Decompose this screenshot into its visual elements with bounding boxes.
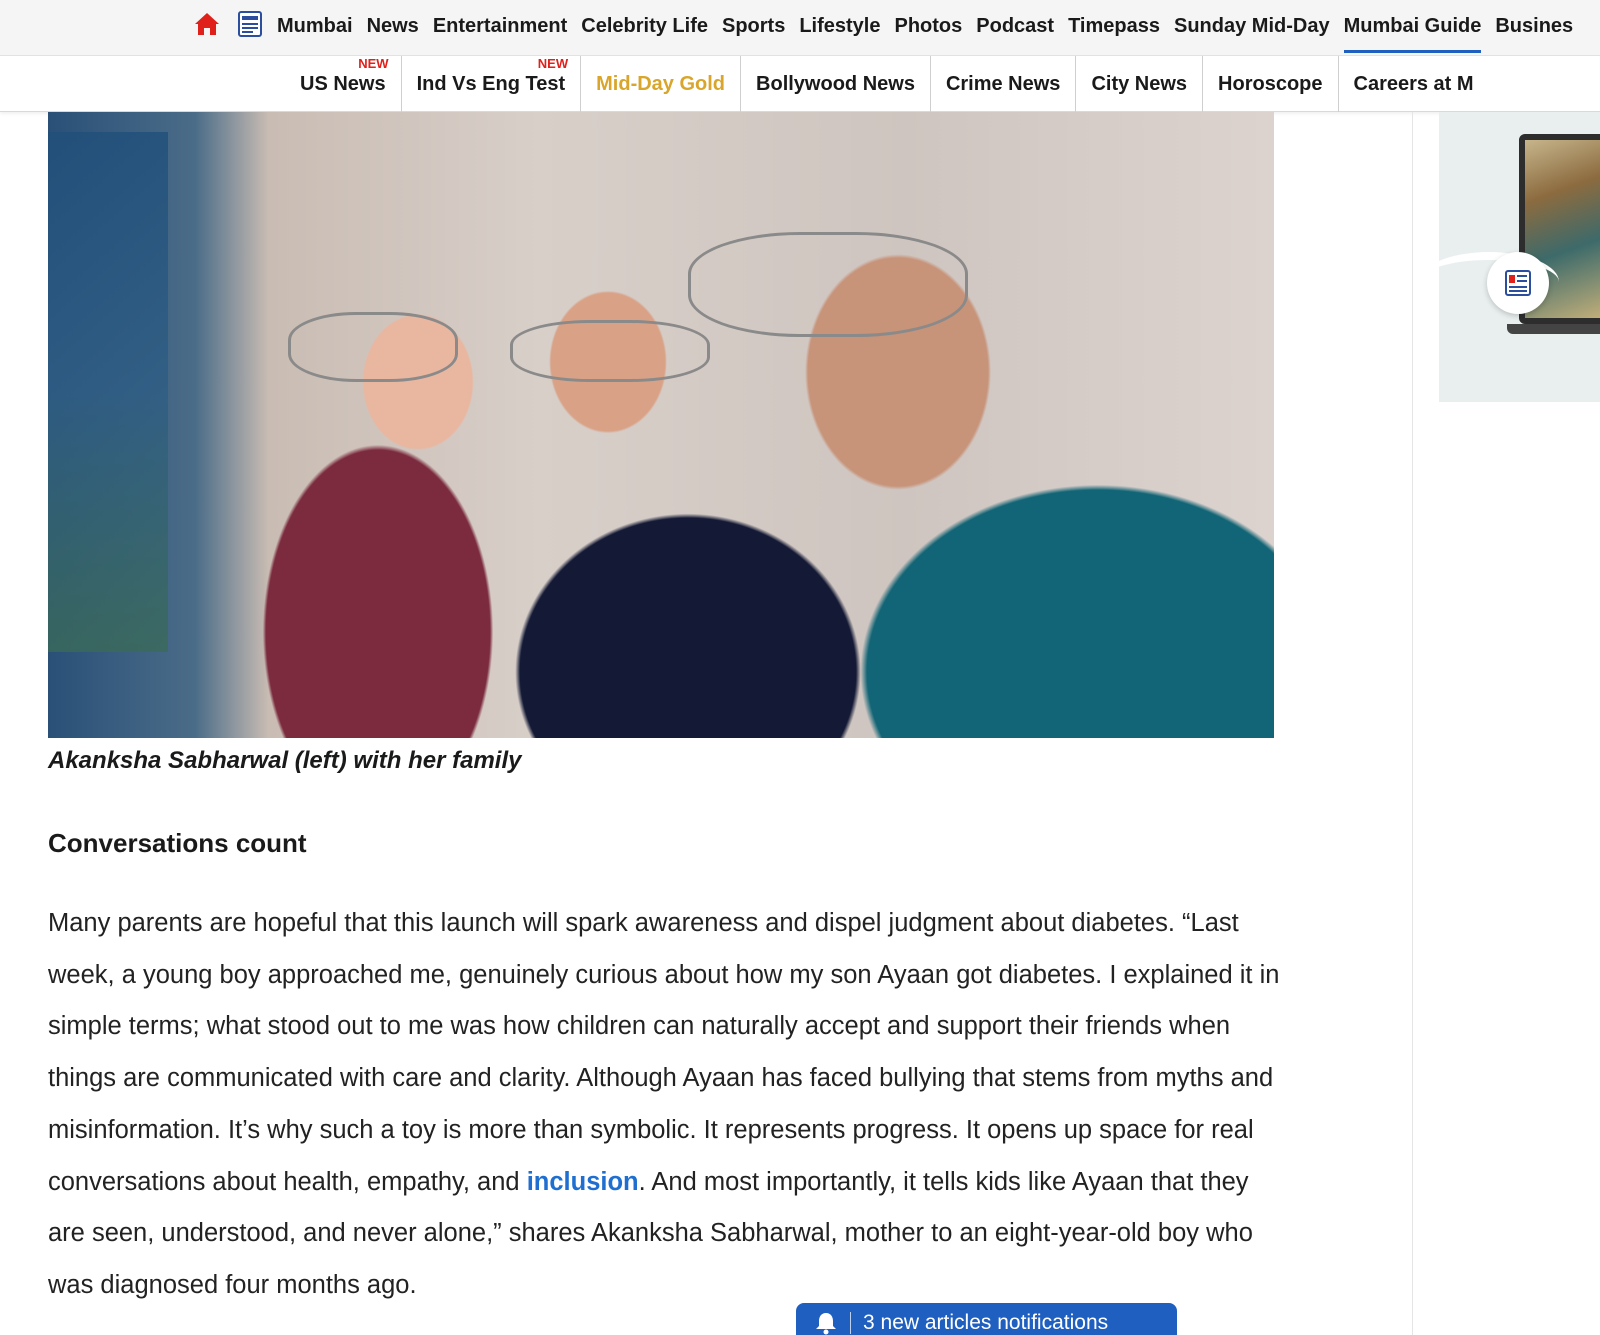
nav-item-timepass[interactable]: Timepass (1068, 15, 1160, 37)
nav-item-business[interactable]: Busines (1495, 15, 1574, 37)
laptop-base (1507, 324, 1600, 334)
epaper-icon[interactable] (235, 8, 267, 40)
glasses-right (688, 232, 968, 337)
image-caption: Akanksha Sabharwal (left) with her family (48, 747, 522, 774)
subnav-item-careers[interactable]: Careers at M (1353, 73, 1474, 95)
nav-item-celebrity-life[interactable]: Celebrity Life (581, 15, 708, 37)
sidebar-divider (1412, 112, 1413, 1335)
nav-item-podcast[interactable]: Podcast (976, 15, 1055, 37)
sub-nav (0, 56, 1600, 112)
article-subheading: Conversations count (48, 828, 307, 858)
nav-item-entertainment[interactable]: Entertainment (432, 15, 568, 37)
nav-item-lifestyle[interactable]: Lifestyle (799, 15, 881, 37)
newspaper-icon (1501, 266, 1535, 300)
subnav-item-mid-day-gold[interactable]: Mid-Day Gold (581, 56, 741, 112)
nav-item-sports[interactable]: Sports (721, 15, 786, 37)
nav-item-photos[interactable]: Photos (894, 15, 963, 37)
article-paragraph (48, 898, 1288, 1312)
glasses-left (288, 312, 458, 382)
subnav-item-crime-news[interactable]: Crime News (931, 56, 1077, 112)
epaper-ad-banner[interactable] (1439, 112, 1600, 402)
nav-item-news[interactable]: News (366, 15, 419, 37)
home-icon[interactable] (193, 10, 221, 38)
top-nav (0, 0, 1600, 56)
subnav-label: US News (300, 73, 386, 95)
glasses-middle (510, 320, 710, 382)
article-image (48, 112, 1274, 738)
notifications-bar[interactable] (796, 1303, 1177, 1335)
epaper-badge-icon (1487, 252, 1549, 314)
paragraph-text-end: . And most importantly, it tells kids like Ayaan that they are seen, understood, and never alone,” shares Akanksha Sabharwal, mother to an eight-year-old boy who was diagnosed four months ago. (48, 1167, 1253, 1299)
nav-item-sunday-mid-day[interactable]: Sunday Mid-Day (1173, 15, 1330, 37)
subnav-label: Ind Vs Eng Test (416, 73, 566, 95)
window-background (48, 132, 168, 652)
nav-item-mumbai-guide[interactable]: Mumbai Guide (1344, 0, 1482, 56)
subnav-item-bollywood-news[interactable]: Bollywood News (741, 56, 931, 112)
bell-icon (808, 1307, 844, 1335)
subnav-item-city-news[interactable]: City News (1076, 56, 1203, 112)
paragraph-text: Many parents are hopeful that this launch will spark awareness and dispel judgment about diabetes. “Last week, a young boy approached me, genuinely curious about how my son Ayaan got diabetes. I explained it in simple terms; what stood out to me was how children can naturally accept and support their friends when things are communicated with care and clarity. Although Ayaan has faced bullying that stems from myths and misinformation. It’s why such a toy is more than symbolic. It represents progress. It opens up space for real conversations about health, empathy, and (48, 909, 1280, 1196)
subnav-item-ind-vs-eng-test[interactable] (402, 56, 582, 112)
notification-text: 3 new articles notifications (863, 1311, 1109, 1334)
new-badge: NEW (537, 56, 569, 71)
inclusion-link[interactable]: inclusion (526, 1167, 639, 1196)
subnav-item-horoscope[interactable]: Horoscope (1203, 56, 1338, 112)
notification-separator (850, 1312, 851, 1334)
sub-nav-items (285, 56, 1489, 112)
top-nav-items (277, 0, 1587, 56)
subnav-item-us-news[interactable] (285, 56, 402, 112)
new-badge: NEW (358, 56, 389, 71)
nav-item-mumbai[interactable]: Mumbai (277, 15, 353, 37)
